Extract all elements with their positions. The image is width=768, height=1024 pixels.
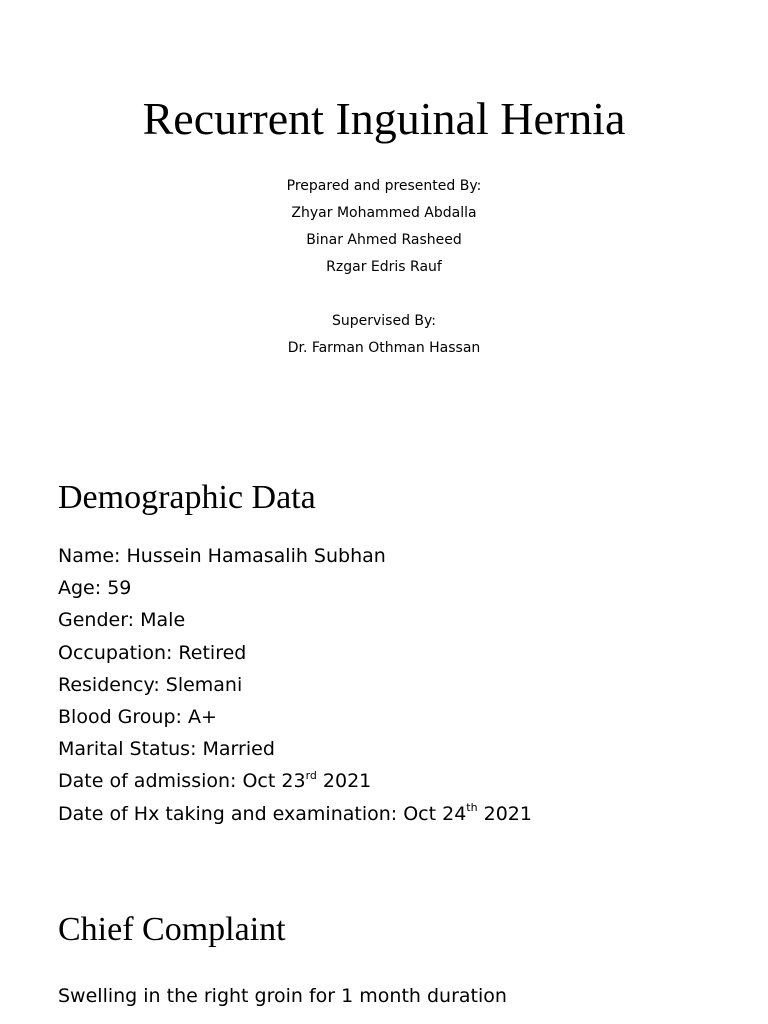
- patient-blood-group-field: Blood Group: A+: [58, 705, 217, 728]
- credits-block: [0, 173, 768, 362]
- presenter-name: Zhyar Mohammed Abdalla: [291, 205, 477, 221]
- patient-name-field: Name: Hussein Hamasalih Subhan: [58, 545, 386, 567]
- demographic-data-heading: Demographic Data: [58, 479, 316, 516]
- supervised-by-label: Supervised By:: [331, 313, 437, 329]
- hx-taking-date-field: [58, 798, 532, 830]
- document-title: Recurrent Inguinal Hernia: [142, 93, 626, 144]
- hx-taking-date-ordinal: th: [466, 801, 478, 815]
- chief-complaint-heading: Chief Complaint: [58, 911, 286, 948]
- supervisor-name: Dr. Farman Othman Hassan: [287, 340, 481, 356]
- hx-taking-date-year: 2021: [477, 802, 532, 825]
- hx-taking-date-text: Date of Hx taking and examination: Oct 24: [58, 802, 467, 825]
- patient-gender-field: Gender: Male: [58, 609, 186, 632]
- presenter-name: Binar Ahmed Rasheed: [306, 232, 462, 248]
- presenter-name: Rzgar Edris Rauf: [326, 259, 442, 275]
- patient-residency-field: Residency: Slemani: [58, 673, 243, 696]
- admission-date-field: [58, 765, 532, 797]
- patient-occupation-field: Occupation: Retired: [58, 641, 247, 664]
- patient-marital-status-field: Marital Status: Married: [58, 738, 275, 761]
- prepared-by-label: Prepared and presented By:: [286, 178, 482, 194]
- patient-age-field: Age: 59: [58, 577, 132, 600]
- credits-spacer: [0, 281, 768, 308]
- admission-date-text: Date of admission: Oct 23: [58, 770, 306, 793]
- admission-date-year: 2021: [316, 770, 372, 793]
- chief-complaint-text: Swelling in the right groin for 1 month duration: [58, 985, 507, 1007]
- demographic-field-list: [58, 540, 532, 830]
- admission-date-ordinal: rd: [305, 768, 317, 782]
